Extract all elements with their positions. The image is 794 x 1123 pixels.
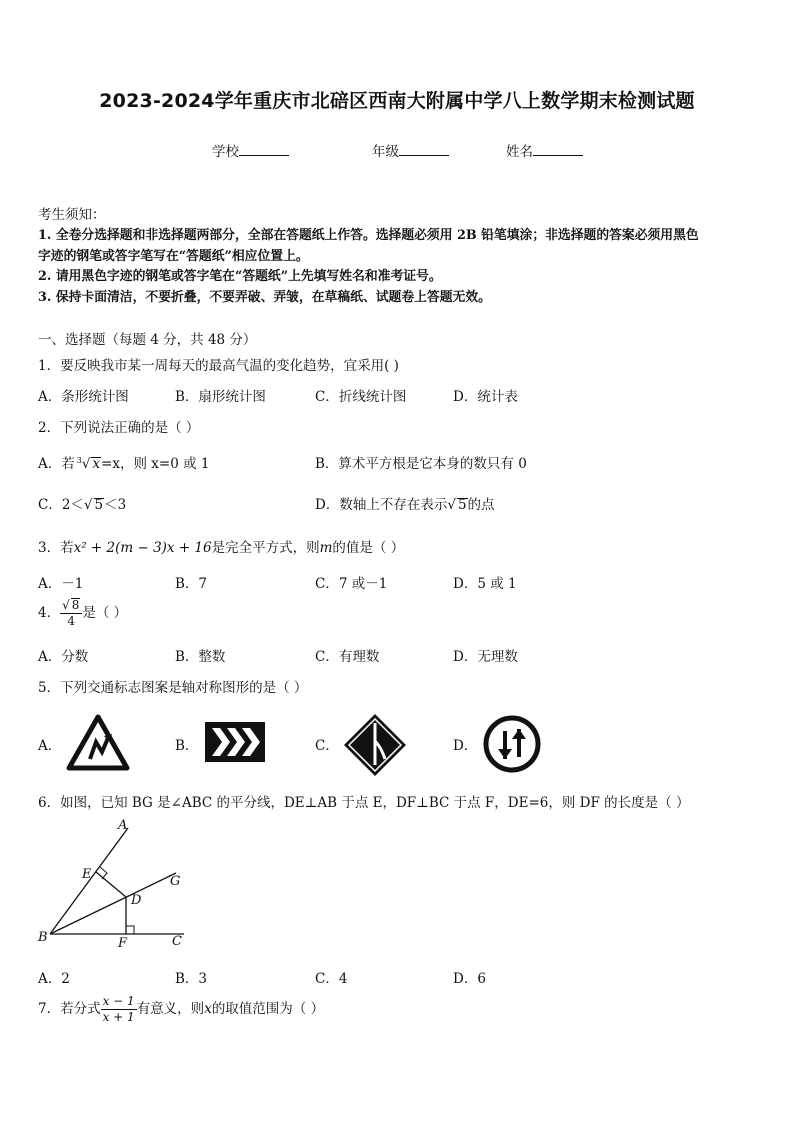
q2-option-a — [38, 452, 209, 472]
q2-d-suffix: 的点 — [467, 497, 495, 513]
merge-diamond-sign-icon — [343, 713, 407, 777]
q1-stem: 1．要反映我市某一周每天的最高气温的变化趋势，宜采用( ) — [38, 358, 399, 374]
q1-option-b: B．扇形统计图 — [175, 389, 266, 405]
name-blank — [533, 141, 583, 156]
q2-c-prefix: C．2＜ — [38, 497, 84, 513]
notice-line-1b: 字迹的钢笔或答字笔写在“答题纸”相应位置上。 — [38, 249, 309, 264]
q4-option-b: B．整数 — [175, 649, 226, 665]
q4-radicand: 8 — [71, 598, 80, 612]
radical-icon: √ — [62, 598, 70, 612]
q3-option-c: C．7 或－1 — [315, 576, 388, 592]
q5-option-c: C． — [315, 738, 339, 754]
q6-label-a: A — [118, 818, 128, 833]
q7-suffix: 的取值范围为（ ） — [211, 1001, 325, 1017]
q4-stem — [38, 598, 127, 629]
q4-option-d: D．无理数 — [453, 649, 518, 665]
q6-option-c: C．4 — [315, 971, 348, 987]
radical-icon: √ — [447, 497, 456, 513]
q1-option-d: D．统计表 — [453, 389, 518, 405]
q4-denominator: 4 — [67, 614, 76, 628]
q4-number: 4． — [38, 605, 61, 621]
two-way-traffic-sign-icon — [483, 715, 541, 773]
q2-a-radicand: x — [92, 456, 101, 472]
page-title: 2023-2024学年重庆市北碚区西南大附属中学八上数学期末检测试题 — [99, 90, 695, 112]
section-heading: 一、选择题（每题 4 分，共 48 分） — [38, 332, 257, 348]
name-field — [506, 140, 583, 160]
q7-middle: 有意义，则 — [136, 1001, 205, 1017]
grade-field — [372, 140, 449, 160]
chevron-sign-icon — [204, 721, 266, 763]
q1-option-c: C．折线统计图 — [315, 389, 407, 405]
q7-denominator: x + 1 — [102, 1010, 135, 1024]
q3-option-d: D．5 或 1 — [453, 576, 517, 592]
q7-numerator: x − 1 — [102, 994, 135, 1008]
q2-a-prefix: A．若 — [38, 456, 75, 472]
q3-option-a: A．－1 — [38, 576, 84, 592]
q2-c-suffix: ＜3 — [104, 497, 127, 513]
q2-option-b: B．算术平方根是它本身的数只有 0 — [315, 456, 527, 472]
radical-icon: √ — [83, 497, 93, 513]
notice-line-3: 3. 保持卡面清洁，不要折叠，不要弄破、弄皱，在草稿纸、试题卷上答题无效。 — [38, 290, 491, 305]
q2-a-suffix: =x，则 x=0 或 1 — [101, 456, 210, 472]
name-label: 姓名 — [506, 144, 533, 160]
q6-stem: 6．如图，已知 BG 是∠ABC 的平分线，DE⊥AB 于点 E，DF⊥BC 于点 F，DE=6，则 DF 的长度是（ ） — [38, 795, 690, 811]
q3-option-b: B．7 — [175, 576, 208, 592]
grade-blank — [399, 141, 449, 156]
q2-d-prefix: D．数轴上不存在表示 — [315, 497, 448, 513]
q4-option-c: C．有理数 — [315, 649, 380, 665]
q1-option-a: A．条形统计图 — [38, 389, 129, 405]
radical-icon: √ — [81, 456, 91, 472]
q2-a-index: 3 — [76, 455, 82, 465]
notice-line-2: 2. 请用黑色字迹的钢笔或答字笔在“答题纸”上先填写姓名和准考证号。 — [38, 269, 442, 284]
q6-label-c: C — [172, 934, 182, 949]
q2-c-radicand: 5 — [94, 497, 104, 513]
q6-label-d: D — [131, 893, 142, 908]
q6-label-b: B — [38, 930, 48, 945]
q5-option-d: D． — [453, 738, 478, 754]
q2-option-c — [38, 493, 126, 513]
notice-line-1a: 1. 全卷分选择题和非选择题两部分，全部在答题纸上作答。选择题必须用 2B 铅笔填涂；非选择题的答案必须用黑色 — [38, 228, 699, 243]
school-field — [212, 140, 289, 160]
q6-label-g: G — [170, 874, 181, 889]
q7-stem — [38, 994, 324, 1025]
q2-option-d — [315, 493, 495, 513]
notice-heading: 考生须知： — [38, 207, 106, 223]
q5-stem: 5．下列交通标志图案是轴对称图形的是（ ） — [38, 680, 308, 696]
q5-option-a: A． — [38, 738, 62, 754]
q3-variable: m — [319, 540, 333, 556]
grade-label: 年级 — [372, 144, 399, 160]
warning-triangle-sign-icon — [66, 714, 130, 772]
q3-stem — [38, 536, 404, 556]
q3-prefix: 3．若 — [38, 540, 74, 556]
q5-option-b: B． — [175, 738, 199, 754]
q6-option-a: A．2 — [38, 971, 70, 987]
q4-suffix: 是（ ） — [82, 605, 128, 621]
q4-fraction — [60, 598, 82, 629]
school-blank — [239, 141, 289, 156]
q7-fraction — [101, 994, 137, 1025]
q6-option-d: D．6 — [453, 971, 486, 987]
q3-expression: x² + 2(m − 3)x + 16 — [73, 540, 212, 556]
q4-option-a: A．分数 — [38, 649, 89, 665]
q2-d-radicand: 5 — [457, 497, 467, 513]
q6-label-f: F — [118, 936, 128, 951]
q2-stem: 2．下列说法正确的是（ ） — [38, 420, 200, 436]
q6-label-e: E — [82, 867, 92, 882]
q6-option-b: B．3 — [175, 971, 208, 987]
q3-middle: 是完全平方式，则 — [211, 540, 320, 556]
q7-prefix: 7．若分式 — [38, 1001, 101, 1017]
school-label: 学校 — [212, 144, 239, 160]
q3-suffix: 的值是（ ） — [332, 540, 405, 556]
q7-variable: x — [204, 1001, 212, 1017]
